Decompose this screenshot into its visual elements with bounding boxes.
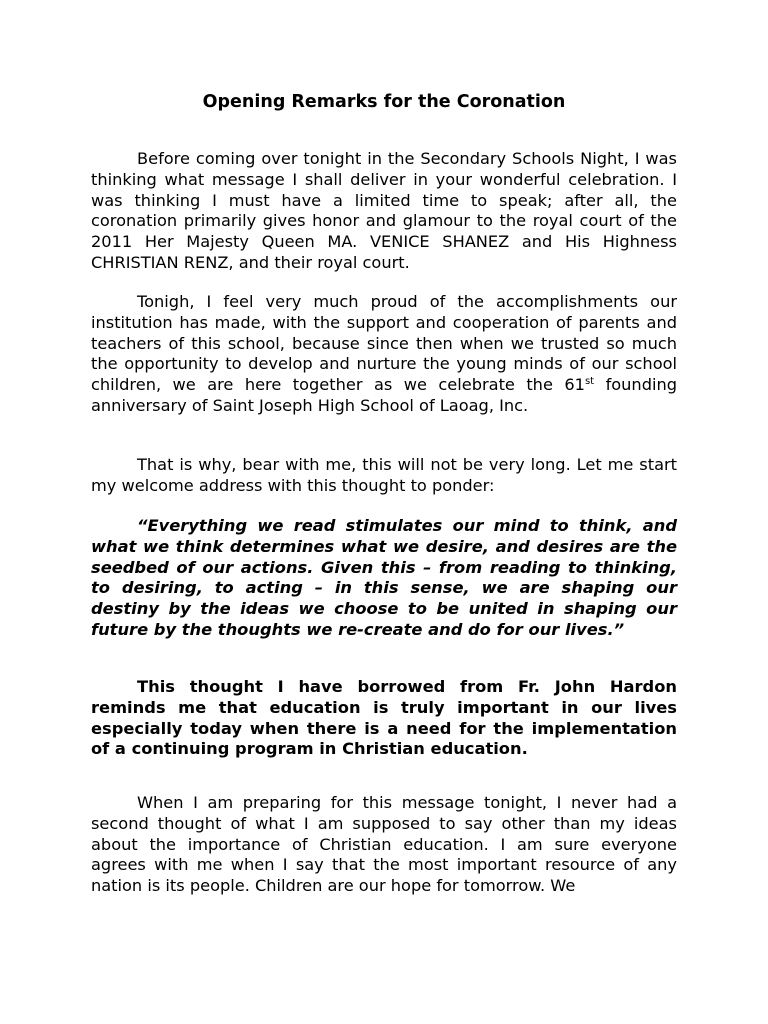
paragraph-accomplishments [91, 292, 677, 417]
ordinal-suffix: st [584, 376, 595, 388]
paragraph-hardon: This thought I have borrowed from Fr. John Hardon reminds me that education is truly important in our lives especially today when there is a need for the implementation of a continuing program in Christian education. [91, 677, 677, 759]
paragraph-preparing: When I am preparing for this message tonight, I never had a second thought of what I am supposed to say other than my ideas about the importance of Christian education. I am sure everyone agrees with me when I say that the most important resource of any nation is its people. Children are our hope for tomorrow. We [91, 793, 677, 896]
document-title: Opening Remarks for the Coronation [202, 92, 566, 112]
paragraph-intro: Before coming over tonight in the Secondary Schools Night, I was thinking what message I shall deliver in your wonderful celebration. I was thinking I must have a limited time to speak; after all, the coronation primarily gives honor and glamour to the royal court of the 2011 Her Majesty Queen MA. VENICE SHANEZ and His Highness CHRISTIAN RENZ, and their royal court. [91, 149, 677, 272]
paragraph-bear-with-me: That is why, bear with me, this will not be very long. Let me start my welcome address with this thought to ponder: [91, 455, 677, 495]
quotation-paragraph: “Everything we read stimulates our mind to think, and what we think determines what we desire, and desires are the seedbed of our actions. Given this – from reading to thinking, to desiring, to acting – in this sense, we are shaping our destiny by the ideas we choose to be united in shaping our future by the thoughts we re-create and do for our lives.” [91, 516, 677, 639]
paragraph-accomplishments-text-end: founding anniversary of Saint Joseph High School of Laoag, Inc. [91, 375, 677, 415]
paragraph-accomplishments-text: Tonigh, I feel very much proud of the accomplishments our institution has made, with the support and cooperation of parents and teachers of this school, because since then when we trusted so much the opportunity to develop and nurture the young minds of our school children, we are here together as we celebrate the 61 [91, 292, 677, 395]
